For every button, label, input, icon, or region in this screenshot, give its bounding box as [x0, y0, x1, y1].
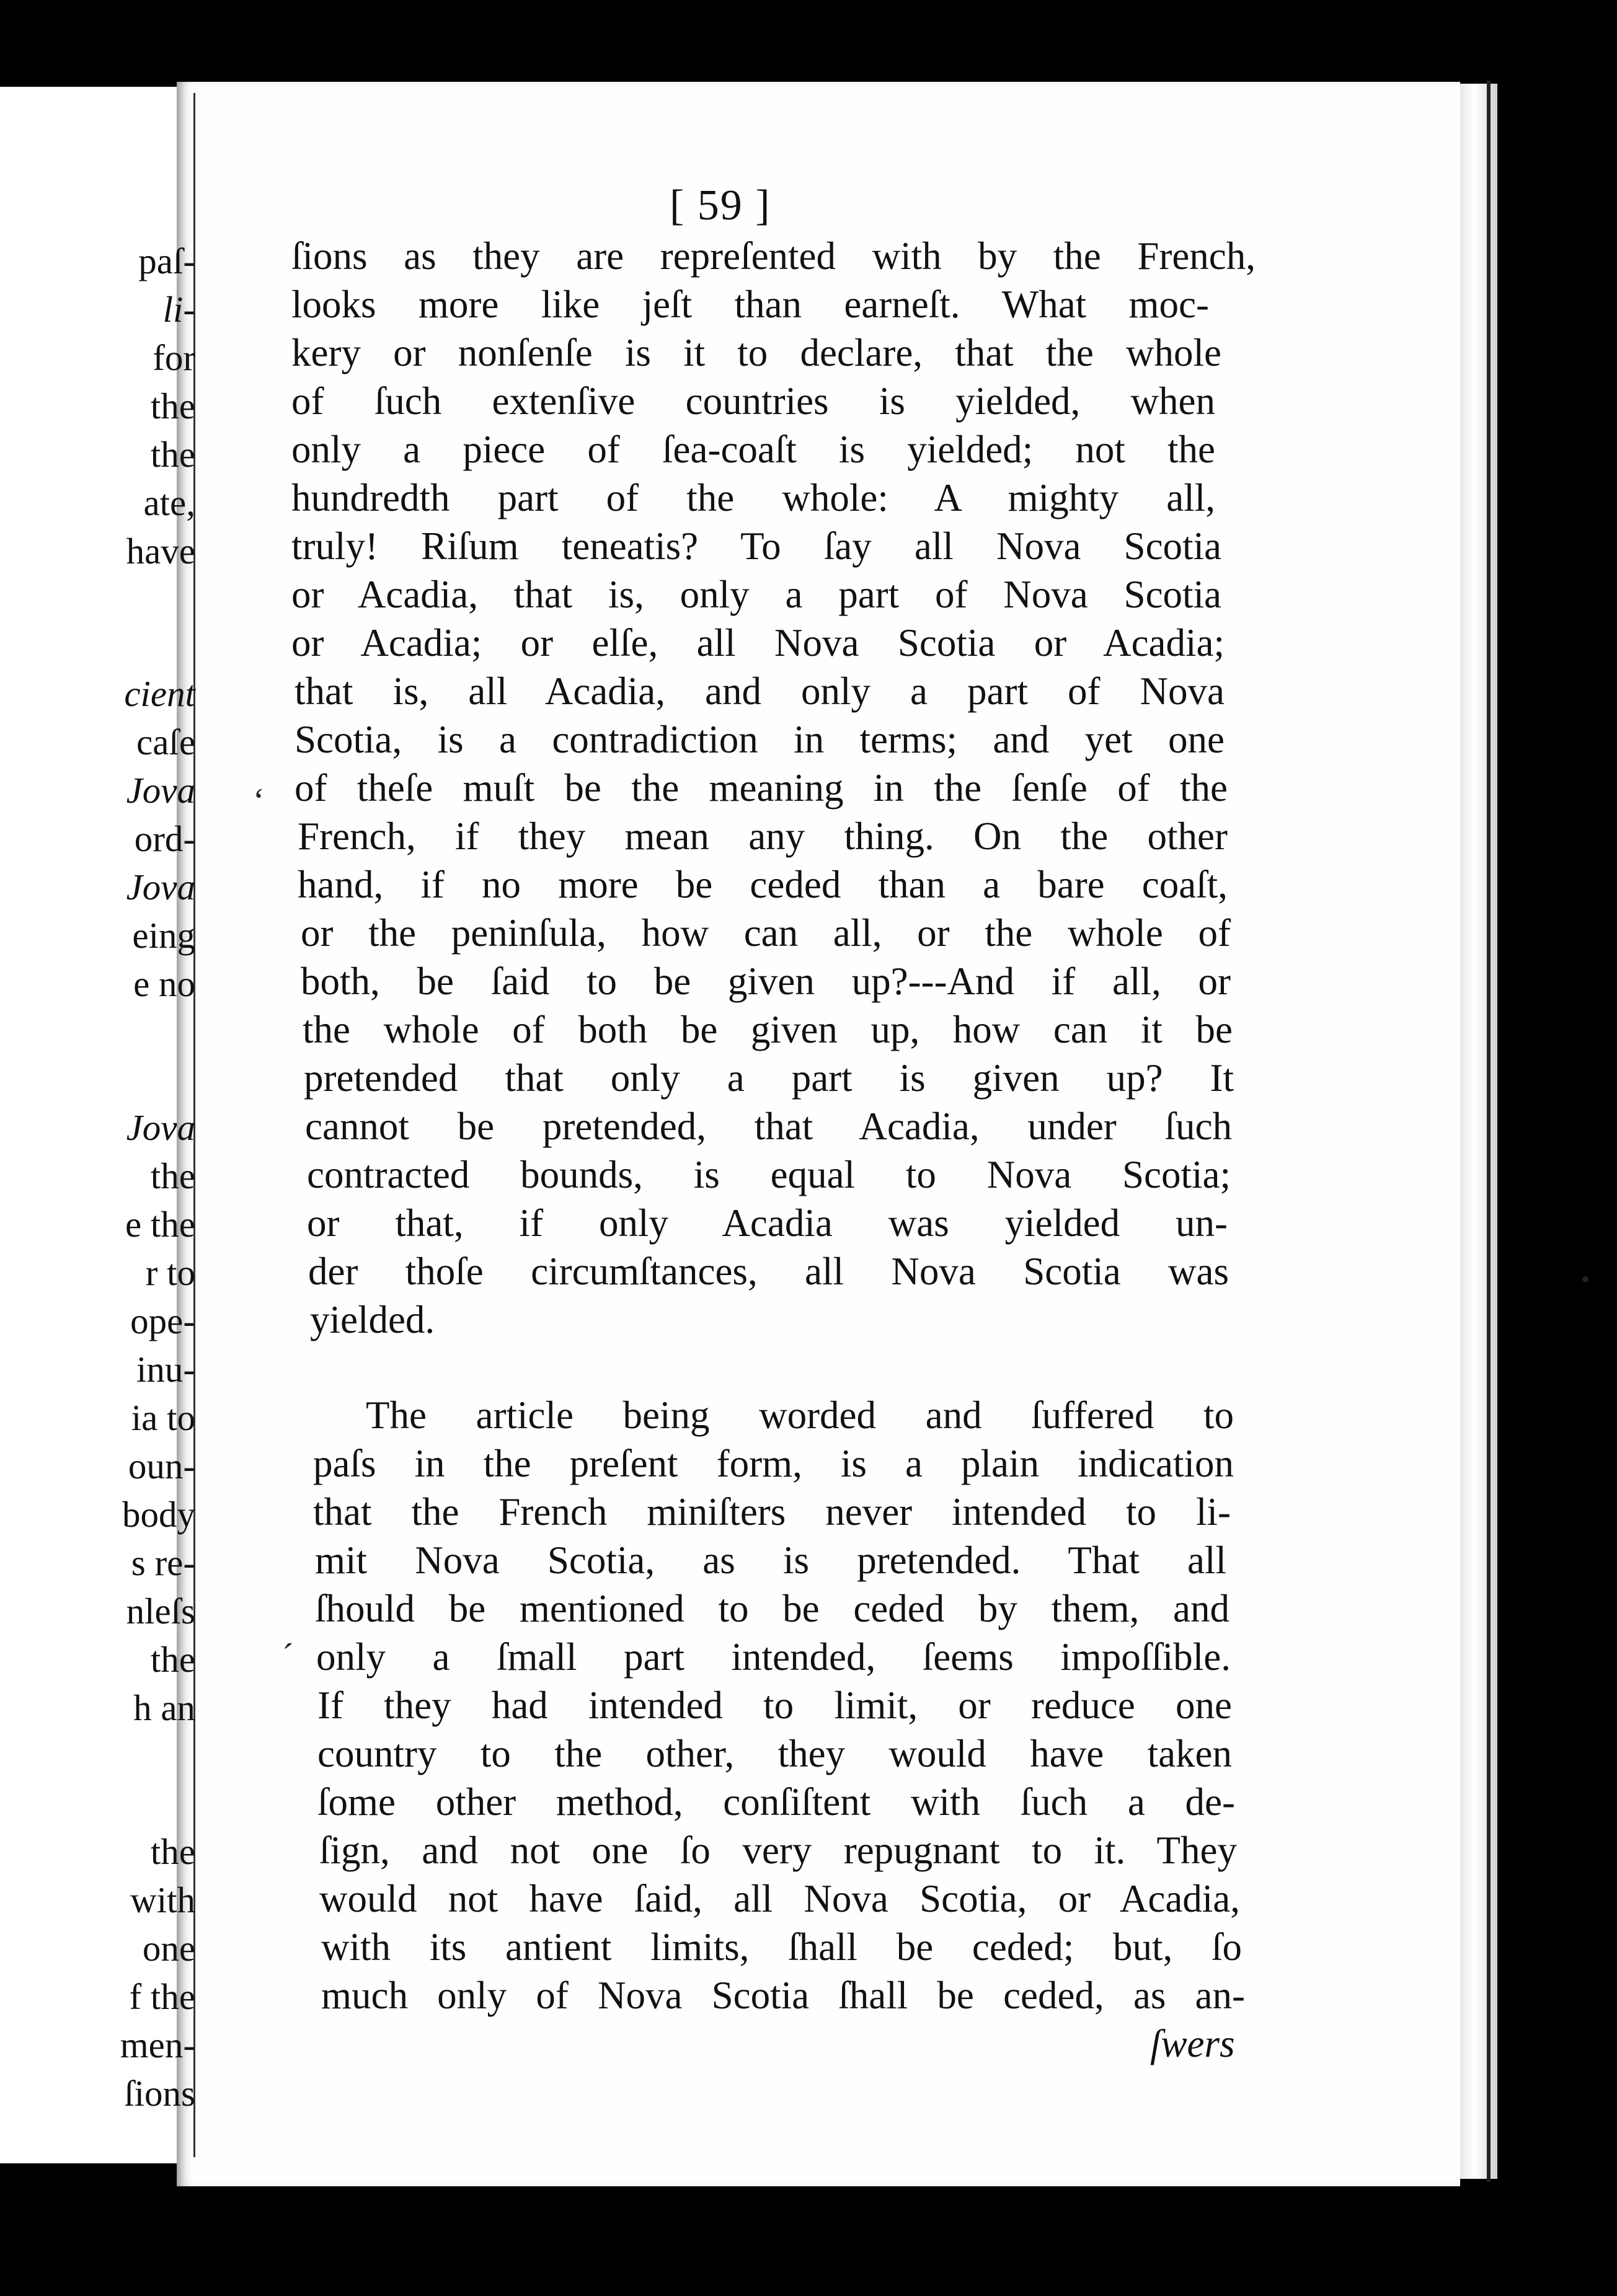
- text-line: hand, if no more be ceded than a bare coaſt,: [298, 863, 1228, 906]
- page-border: [1487, 81, 1491, 2182]
- left-fragment: s re-: [131, 1542, 195, 1583]
- left-fragment: for: [153, 337, 195, 378]
- left-fragment: paſ-: [138, 241, 195, 281]
- text-line: that the French miniſters never intended to li-: [313, 1490, 1231, 1534]
- text-line: only a ſmall part intended, ſeems impoſſible.: [316, 1635, 1231, 1679]
- left-fragment: ope-: [130, 1300, 195, 1341]
- margin-mark: ˊ: [282, 1637, 294, 1676]
- left-fragment: Jova: [126, 867, 195, 907]
- text-line: hundredth part of the whole: A mighty all,: [291, 476, 1215, 519]
- text-line: French, if they mean any thing. On the other: [298, 815, 1228, 858]
- text-line: only a piece of ſea-coaſt is yielded; not the: [291, 428, 1215, 471]
- text-line: ſhould be mentioned to be ceded by them, and: [315, 1587, 1229, 1630]
- left-fragment: ord-: [134, 818, 195, 859]
- text-line: truly! Riſum teneatis? To ſay all Nova Scotia: [291, 524, 1221, 568]
- left-fragment: caſe: [136, 722, 195, 762]
- text-line: yielded.: [310, 1298, 435, 1341]
- left-fragment: body: [122, 1494, 195, 1535]
- left-fragment: eing: [132, 915, 195, 956]
- page-number: [ 59 ]: [670, 182, 771, 229]
- text-line: with its antient limits, ſhall be ceded; but, ſo: [321, 1925, 1242, 1969]
- text-line: paſs in the preſent form, is a plain indication: [313, 1442, 1234, 1485]
- left-fragment: e the: [125, 1204, 195, 1245]
- left-fragment: Jova: [126, 1107, 195, 1148]
- text-line: The article being worded and ſuffered to: [366, 1393, 1234, 1437]
- text-line: der thoſe circumſtances, all Nova Scotia was: [308, 1250, 1229, 1293]
- left-fragment: ſions: [124, 2073, 195, 2114]
- text-line: that is, all Acadia, and only a part of Nova: [295, 669, 1225, 713]
- text-line: ſign, and not one ſo very repugnant to it. They: [319, 1829, 1237, 1872]
- text-line: country to the other, they would have taken: [317, 1732, 1232, 1775]
- left-fragment: the: [150, 434, 195, 475]
- left-fragment: the: [150, 1639, 195, 1680]
- left-fragment: men-: [120, 2024, 195, 2065]
- text-line: If they had intended to limit, or reduce one: [317, 1684, 1232, 1727]
- left-fragment: h an: [133, 1687, 195, 1728]
- text-line: ſome other method, conſiſtent with ſuch a de-: [317, 1780, 1235, 1824]
- text-line: cannot be pretended, that Acadia, under ſuch: [305, 1105, 1232, 1148]
- left-fragment: li-: [162, 289, 195, 330]
- left-fragment: f the: [129, 1976, 195, 2017]
- left-fragment: have: [126, 531, 195, 572]
- left-fragment: oun-: [128, 1446, 195, 1486]
- left-fragment: e no: [133, 963, 195, 1004]
- left-fragment: ate,: [143, 482, 195, 523]
- left-fragment: inu-: [136, 1349, 195, 1390]
- left-fragment: cient: [124, 673, 195, 714]
- text-line: or Acadia, that is, only a part of Nova Scotia: [291, 573, 1221, 616]
- text-line: much only of Nova Scotia ſhall be ceded, as an-: [321, 1974, 1245, 2017]
- text-line: mit Nova Scotia, as is pretended. That all: [315, 1539, 1226, 1582]
- text-line: the whole of both be given up, how can it be: [303, 1008, 1233, 1051]
- text-line: both, be ſaid to be given up?---And if all, or: [301, 960, 1231, 1003]
- text-line: or that, if only Acadia was yielded un-: [307, 1201, 1228, 1245]
- margin-mark: •: [1581, 1265, 1590, 1293]
- left-fragment: the: [150, 1155, 195, 1196]
- left-fragment: the: [150, 1831, 195, 1872]
- left-fragment: ia to: [131, 1397, 195, 1438]
- text-line: Scotia, is a contradiction in terms; and yet one: [295, 718, 1225, 761]
- text-line: ſions as they are repreſented with by the French,: [291, 234, 1256, 278]
- left-fragment: r to: [145, 1252, 195, 1293]
- left-fragment: with: [130, 1879, 195, 1920]
- left-fragment: the: [150, 386, 195, 426]
- left-fragment: Jova: [126, 770, 195, 811]
- text-line: of ſuch extenſive countries is yielded, when: [291, 379, 1215, 423]
- left-fragment: nleſs: [126, 1591, 195, 1631]
- page-edge: [1460, 84, 1497, 2179]
- left-fragment: one: [142, 1928, 195, 1969]
- text-line: or the peninſula, how can all, or the whole of: [301, 911, 1231, 955]
- text-line: or Acadia; or elſe, all Nova Scotia or Acadia;: [291, 621, 1225, 665]
- text-line: of theſe muſt be the meaning in the ſenſe of the: [295, 766, 1228, 810]
- text-line: would not have ſaid, all Nova Scotia, or Acadia,: [319, 1877, 1240, 1920]
- catchword: ſwers: [1150, 2022, 1235, 2065]
- margin-mark: ʻ: [253, 782, 265, 820]
- text-line: kery or nonſenſe is it to declare, that the whole: [291, 331, 1221, 374]
- text-line: pretended that only a part is given up? It: [304, 1056, 1234, 1100]
- text-line: contracted bounds, is equal to Nova Scotia;: [307, 1153, 1231, 1196]
- text-line: looks more like jeſt than earneſt. What moc-: [291, 283, 1209, 326]
- show-through-text: ⠀: [273, 178, 300, 219]
